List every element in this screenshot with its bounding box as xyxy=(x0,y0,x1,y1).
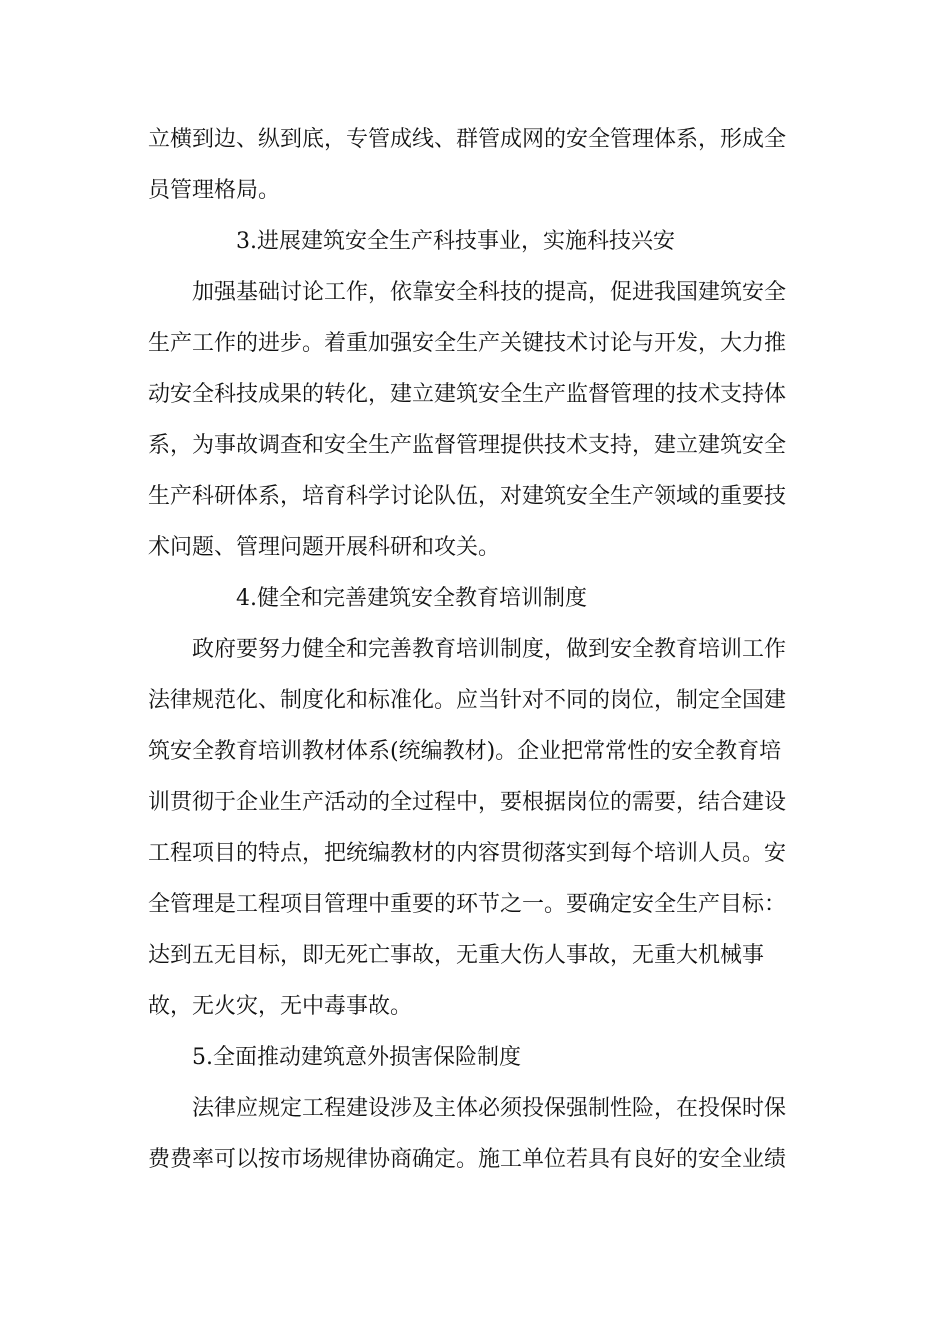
text-line: 员管理格局。 xyxy=(148,178,281,203)
text-line: 训贯彻于企业生产活动的全过程中，要根据岗位的需要，结合建设 xyxy=(148,790,787,815)
text-line: 政府要努力健全和完善教育培训制度，做到安全教育培训工作 xyxy=(192,637,787,662)
text-line: 工程项目的特点，把统编教材的内容贯彻落实到每个培训人员。安 xyxy=(148,841,787,866)
text-line: 加强基础讨论工作，依靠安全科技的提高，促进我国建筑安全 xyxy=(192,280,787,305)
text-line: 术问题、管理问题开展科研和攻关。 xyxy=(148,535,501,560)
text-line: 全管理是工程项目管理中重要的环节之一。要确定安全生产目标： xyxy=(148,892,787,917)
text-line: 法律应规定工程建设涉及主体必须投保强制性险，在投保时保 xyxy=(192,1096,787,1121)
section-heading: 4.健全和完善建筑安全教育培训制度 xyxy=(236,586,587,611)
document-body xyxy=(148,114,798,1185)
text-line: 立横到边、纵到底，专管成线、群管成网的安全管理体系，形成全 xyxy=(148,127,787,152)
text-line: 生产科研体系，培育科学讨论队伍，对建筑安全生产领域的重要技 xyxy=(148,484,787,509)
text-line: 达到五无目标，即无死亡事故，无重大伤人事故，无重大机械事 xyxy=(148,943,765,968)
text-line: 费费率可以按市场规律协商确定。施工单位若具有良好的安全业绩 xyxy=(148,1147,787,1172)
section-heading: 3.进展建筑安全生产科技事业，实施科技兴安 xyxy=(236,229,675,254)
text-line: 生产工作的进步。着重加强安全生产关键技术讨论与开发，大力推 xyxy=(148,331,787,356)
text-line: 5.全面推动建筑意外损害保险制度 xyxy=(192,1045,521,1070)
text-line: 系，为事故调查和安全生产监督管理提供技术支持，建立建筑安全 xyxy=(148,433,787,458)
text-line: 法律规范化、制度化和标准化。应当针对不同的岗位，制定全国建 xyxy=(148,688,787,713)
text-line: 故，无火灾，无中毒事故。 xyxy=(148,994,413,1019)
text-line: 动安全科技成果的转化，建立建筑安全生产监督管理的技术支持体 xyxy=(148,382,787,407)
text-line: 筑安全教育培训教材体系(统编教材)。企业把常常性的安全教育培 xyxy=(148,739,782,764)
